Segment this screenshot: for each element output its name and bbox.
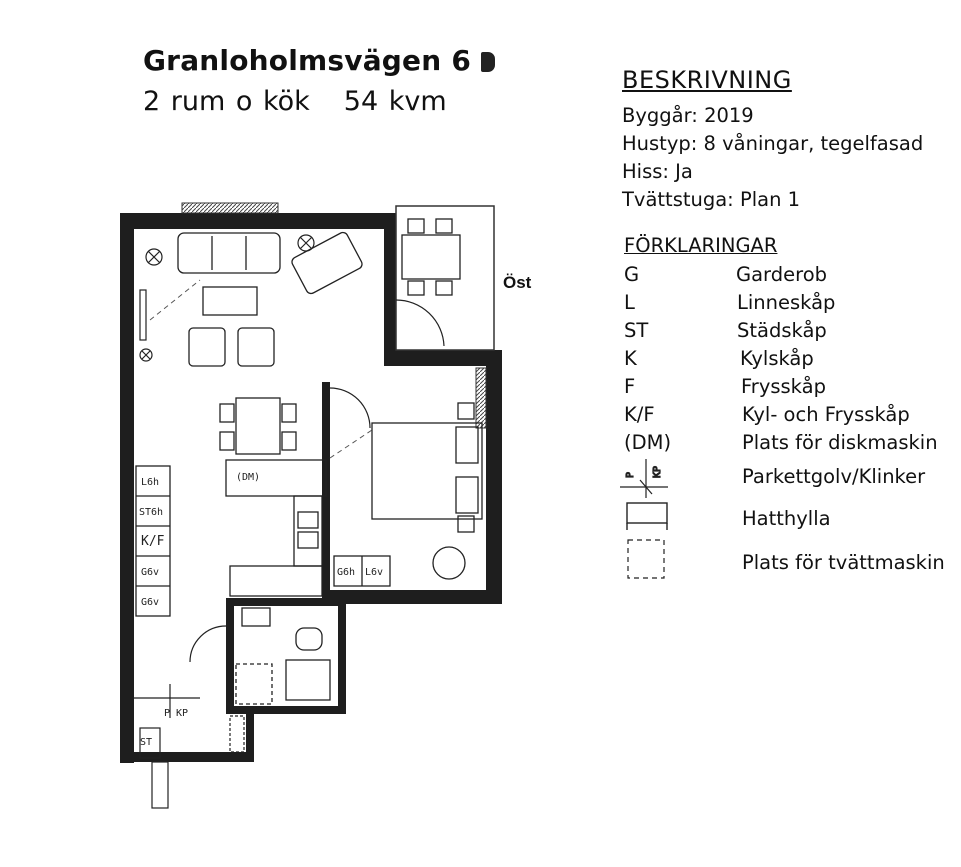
legend-key: K xyxy=(624,347,637,370)
entry-label: P xyxy=(164,708,171,719)
dm-label: (DM) xyxy=(236,472,261,483)
description-heading: BESKRIVNING xyxy=(622,66,792,94)
cabinet-label: G6v xyxy=(141,597,160,608)
shelf xyxy=(140,290,146,340)
legend-value: Frysskåp xyxy=(741,375,826,398)
legend-key: K/F xyxy=(624,403,655,426)
legend-value: Hatthylla xyxy=(742,507,831,530)
bedroom-door-swing xyxy=(330,388,370,428)
lamps xyxy=(140,235,314,361)
description-line: Byggår: 2019 xyxy=(622,104,754,127)
legend-key: ST xyxy=(624,319,649,342)
description-line: Hustyp: 8 våningar, tegelfasad xyxy=(622,132,924,155)
bedroom-cabinet-label: G6h xyxy=(337,567,356,578)
legend-key: F xyxy=(624,375,636,398)
legend-value: Plats för tvättmaskin xyxy=(742,551,945,574)
cabinet-label: ST6h xyxy=(139,507,164,518)
armchairs-pair xyxy=(189,328,274,366)
legend-value: Städskåp xyxy=(737,319,827,342)
coffee-table xyxy=(203,287,257,315)
legend-value: Kyl- och Frysskåp xyxy=(742,403,910,426)
legend-value: Parkettgolv/Klinker xyxy=(742,465,926,488)
legend-key: L xyxy=(624,291,635,314)
compass-label: Öst xyxy=(503,273,532,292)
balcony-table xyxy=(402,219,460,295)
legend-value: Garderob xyxy=(736,263,828,286)
cabinet-label: K/F xyxy=(141,534,165,549)
cabinet-label: L6h xyxy=(141,477,160,488)
window-top xyxy=(182,203,278,213)
washer-symbol xyxy=(628,540,664,578)
bathroom-fixtures xyxy=(236,608,330,704)
legend-key: (DM) xyxy=(624,431,672,454)
entry-label: KP xyxy=(176,708,189,719)
legend-value: Plats för diskmaskin xyxy=(742,431,938,454)
description-line: Hiss: Ja xyxy=(622,160,693,183)
legend-heading: FÖRKLARINGAR xyxy=(624,234,778,257)
hatthylla-symbol xyxy=(627,503,667,530)
legend-value: Linneskåp xyxy=(737,291,836,314)
dining-table xyxy=(220,398,296,454)
bathroom-door-swing xyxy=(190,626,226,662)
balcony-outline xyxy=(396,206,494,350)
area-text: 54 kvm xyxy=(343,86,447,117)
address-text: Granloholmsvägen 6 xyxy=(143,44,472,77)
bed xyxy=(372,403,482,532)
bedroom-cabinet-label: L6v xyxy=(365,567,384,578)
cabinet-label: G6v xyxy=(141,567,160,578)
parkett-symbol-label: P xyxy=(625,471,636,478)
parkett-klinker-symbol xyxy=(620,459,668,498)
entry-label: ST xyxy=(140,737,153,748)
balcony-door-swing xyxy=(396,300,444,346)
rooms-text: 2 rum o kök xyxy=(143,86,310,117)
legend-value: Kylskåp xyxy=(740,347,814,370)
description-line: Tvättstuga: Plan 1 xyxy=(622,188,801,211)
armchair xyxy=(290,231,364,295)
sofa xyxy=(178,233,280,273)
klinker-symbol-label: KP xyxy=(652,465,663,478)
legend-key: G xyxy=(624,263,640,286)
dashed-guides xyxy=(150,280,372,458)
window-bedroom xyxy=(476,368,486,428)
bedroom-chair xyxy=(433,547,465,579)
